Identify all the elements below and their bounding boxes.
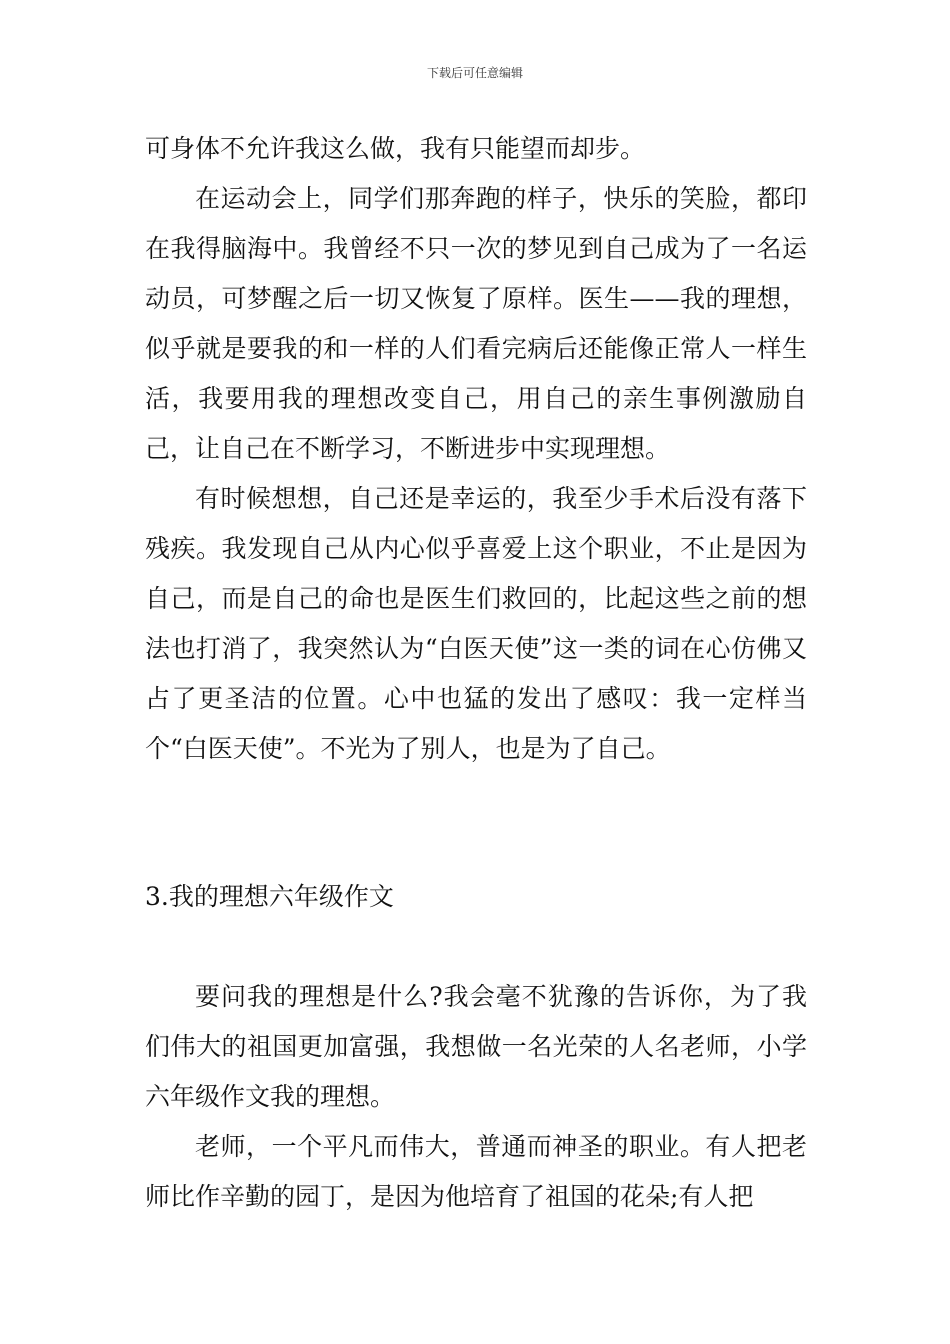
paragraph: 有时候想想，自己还是幸运的，我至少手术后没有落下残疾。我发现自己从内心似乎喜爱上这个职业，不止是因为自己，而是自己的命也是医生们救回的，比起这些之前的想法也打消了，我突然认为“白医天使”这一类的词在心仿佛又占了更圣洁的位置。心中也猛的发出了感叹：我一定样当个“白医天使”。不光为了别人，也是为了自己。: [145, 484, 807, 763]
paragraph: 老师，一个平凡而伟大，普通而神圣的职业。有人把老师比作辛勤的园丁，是因为他培育了祖国的花朵;有人把: [145, 1132, 807, 1211]
page-header: 下载后可任意编辑: [426, 66, 523, 80]
paragraph: 在运动会上，同学们那奔跑的样子，快乐的笑脸，都印在我得脑海中。我曾经不只一次的梦见到自己成为了一名运动员，可梦醒之后一切又恢复了原样。医生——我的理想，似乎就是要我的和一样的人们看完病后还能像正常人一样生活，我要用我的理想改变自己，用自己的亲生事例激励自己，让自己在不断学习，不断进步中实现理想。: [145, 184, 807, 463]
paragraph: 要问我的理想是什么?我会毫不犹豫的告诉你，为了我们伟大的祖国更加富强，我想做一名光荣的人名老师，小学六年级作文我的理想。: [145, 982, 807, 1111]
section-heading: 3.我的理想六年级作文: [145, 882, 394, 911]
paragraph-continuation: 可身体不允许我这么做，我有只能望而却步。: [145, 134, 646, 163]
body-section-1: [145, 124, 807, 774]
body-section-2: [145, 972, 807, 1222]
